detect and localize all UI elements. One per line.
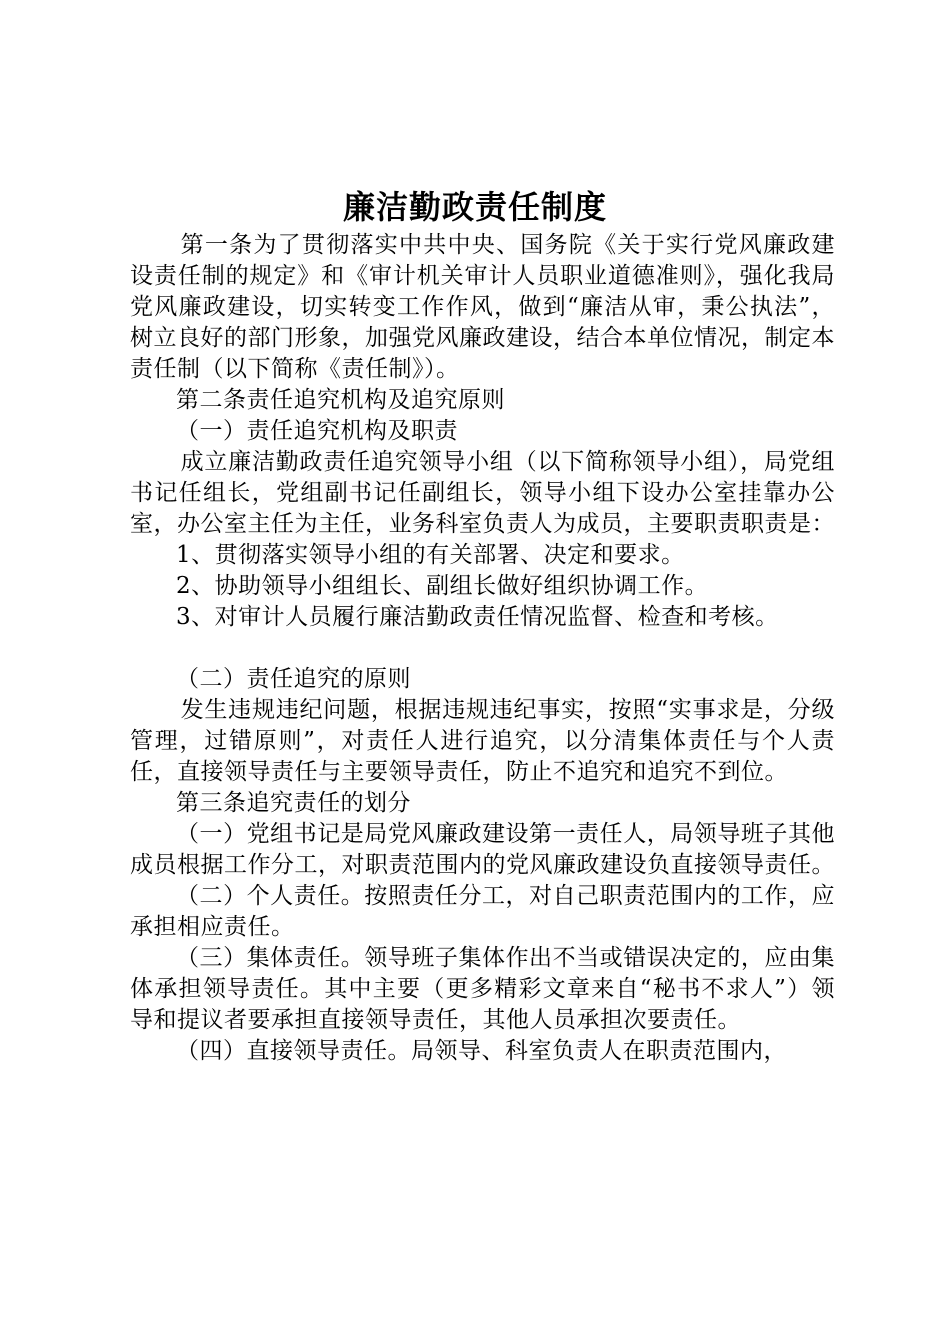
- paragraph: 第二条责任追究机构及追究原则: [176, 387, 505, 413]
- paragraph: （一）责任追究机构及职责: [176, 418, 458, 444]
- paragraph: （三）集体责任。领导班子集体作出不当或错误决定的，应由集体承担领导责任。其中主要（更多精彩文章来自“秘书不求人”）领导和提议者要承担直接领导责任，其他人员承担次要责任。: [130, 945, 835, 1033]
- paragraph: （二）个人责任。按照责任分工，对自己职责范围内的工作，应承担相应责任。: [130, 883, 835, 940]
- paragraph: 第一条为了贯彻落实中共中央、国务院《关于实行党风廉政建设责任制的规定》和《审计机关审计人员职业道德准则》，强化我局党风廉政建设，切实转变工作作风，做到“廉洁从审，秉公执法”，树立良好的部门形象，加强党风廉政建设，结合本单位情况，制定本责任制（以下简称《责任制》）。: [130, 232, 835, 382]
- paragraph: （二）责任追究的原则: [176, 666, 411, 692]
- paragraph: 3、对审计人员履行廉洁勤政责任情况监督、检查和考核。: [176, 604, 779, 630]
- document-title: 廉洁勤政责任制度: [342, 188, 607, 226]
- paragraph: 发生违规违纪问题，根据违规违纪事实，按照“实事求是，分级管理，过错原则”，对责任人进行追究，以分清集体责任与个人责任，直接领导责任与主要领导责任，防止不追究和追究不到位。: [130, 697, 835, 785]
- blank-line: [130, 633, 835, 664]
- paragraph: 1、贯彻落实领导小组的有关部署、决定和要求。: [176, 542, 685, 568]
- paragraph: 第三条追究责任的划分: [176, 790, 411, 816]
- document-body: [130, 230, 835, 1067]
- paragraph: 成立廉洁勤政责任追究领导小组（以下简称领导小组），局党组书记任组长，党组副书记任副组长，领导小组下设办公室挂靠办公室，办公室主任为主任，业务科室负责人为成员，主要职责职责是：: [130, 449, 835, 537]
- paragraph: （四）直接领导责任。局领导、科室负责人在职责范围内，: [176, 1038, 787, 1064]
- paragraph: （一）党组书记是局党风廉政建设第一责任人，局领导班子其他成员根据工作分工，对职责范围内的党风廉政建设负直接领导责任。: [130, 821, 835, 878]
- paragraph: 2、协助领导小组组长、副组长做好组织协调工作。: [176, 573, 709, 599]
